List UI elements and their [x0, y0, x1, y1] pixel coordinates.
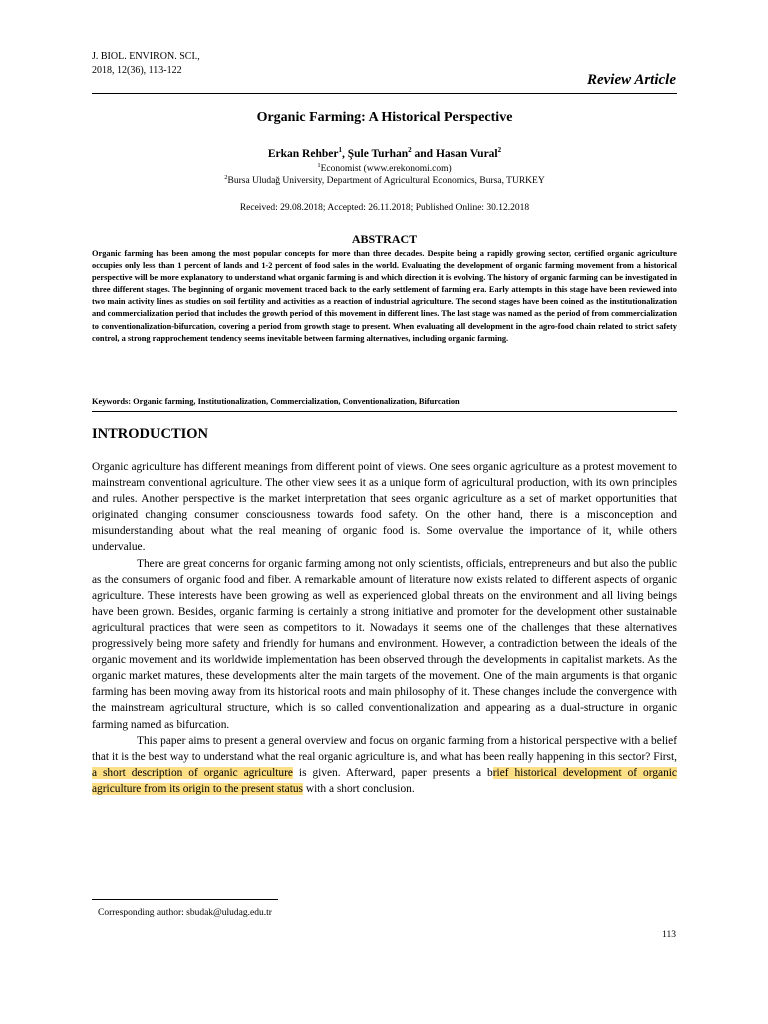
affiliation-mark: 2 [224, 174, 228, 181]
text-highlight[interactable]: rief historical development of organic agriculture from its origin to the present status [92, 766, 677, 795]
abstract-text: Organic farming has been among the most popular concepts for more than three decades. Despite being a rapidly growing sector, certified organic agriculture occupies only less than 1 percent of lands and 1-2 percent of food sales in the world. Evaluating the development of organic farming movement from a historical perspective will be more explanatory to understand what organic farming is and which direction it is evolving. The history of organic farming can be investigated in three different stages. The beginning of organic movement traced back to the early settlement of farming era. Early attempts in this stage have been reviewed into two main activity lines as studies on soil fertility and activities as a reaction of industrial agriculture. The second stages have been coined as the institutionalization and commercialization period that includes the growth period of this movement in different lines. The last stage was named as the period of from commercialization to conventionalization-bifurcation, covering a period from growth stage to present. When evaluating all development in the agro-food chain related to strict safety control, a strong rapprochement tendency seems inevitable between farming alternatives, including organic farming. [92, 249, 677, 343]
author-separator: and [411, 147, 436, 160]
journal-reference-line-1: J. BIOL. ENVIRON. SCI., [92, 51, 200, 62]
footnote-divider [92, 899, 278, 900]
author-affiliation-mark: 2 [497, 146, 502, 154]
author-name: Hasan Vural [435, 147, 498, 160]
author-name: Erkan Rehber [267, 147, 339, 160]
affiliation [92, 162, 677, 174]
page-number: 113 [662, 930, 676, 940]
affiliation-text: Economist (www.erekonomi.com) [320, 164, 452, 175]
header-divider [92, 93, 677, 94]
paper-title: Organic Farming: A Historical Perspective [256, 110, 513, 125]
affiliation [92, 174, 677, 186]
author-separator: , [341, 147, 348, 160]
journal-reference-line-2: 2018, 12(36), 113-122 [92, 65, 182, 76]
author-affiliation-mark: 1 [338, 146, 342, 154]
affiliation-text: Bursa Uludağ University, Department of Agricultural Economics, Bursa, TURKEY [227, 176, 545, 187]
paragraph: There are great concerns for organic farming among not only scientists, officials, entrepreneurs and but also the public as the consumers of organic food and fiber. A remarkable amount of literature now exists related to different aspects of organic agriculture. These interests have been growing as well as experienced global threats on the environment and all living beings have been grown. Besides, organic farming is certainly a strong initiative and promoter for the development other sustainable agricultural practices that were seen as competitors to it. Nowadays it seems one of the challenges that these alternatives progressively being more safety and friendly for humans and environment. However, a contradiction between the ideals of the organic movement and its worldwide implementation has been observed through the developments in capitalist markets. As the organic market matures, these developments alter the main targets of the movement. One of the main arguments is that organic farming has been moving away from its historical roots and main philosophy of it. These changes include the convergence with the mainstream agricultural structure, which is so called conventionalization and appearing as a dual-structure in organic farming named as bifurcation. [92, 557, 677, 731]
paragraph [92, 733, 677, 797]
author-name: Şule Turhan [347, 147, 409, 160]
author-affiliation-mark: 2 [408, 146, 412, 154]
publication-dates: Received: 29.08.2018; Accepted: 26.11.2018; Published Online: 30.12.2018 [239, 203, 530, 213]
corresponding-author-footnote: Corresponding author: sbudak@uludag.edu.tr [98, 908, 272, 918]
abstract-heading: ABSTRACT [351, 232, 418, 246]
journal-reference [92, 50, 200, 78]
article-type-label: Review Article [586, 72, 676, 88]
affiliation-mark: 1 [317, 162, 321, 169]
text-highlight[interactable]: a short description of organic agriculture [92, 766, 293, 779]
keywords-divider [92, 411, 677, 412]
paragraph-text: with a short conclusion. [303, 782, 415, 795]
paragraph-text: is given. Afterward, paper presents a b [292, 766, 493, 779]
paragraph: Organic agriculture has different meanings from different point of views. One sees organic agriculture as a protest movement to mainstream conventional agriculture. The other view sees it as a unique form of agricultural production, with its own principles and rules. Another perspective is the market interpretation that sees organic agriculture as a set of market opportunities that originated changing consumer consciousness towards food safety. On the other hand, there is a misconception and misunderstanding about what the real meaning of organic food is. Some overvalue the importance of it, while others undervalue. [92, 461, 677, 554]
paragraph-text: This paper aims to present a general overview and focus on organic farming from a historical perspective with a belief that it is the best way to understand what the real organic agriculture is, and what has been really happening in this sector? First, [92, 734, 677, 763]
author-list [92, 146, 677, 160]
introduction-body [92, 459, 677, 797]
keywords-line: Keywords: Organic farming, Institutionalization, Commercialization, Conventionalization, Bifurcation [92, 397, 460, 406]
section-heading-introduction: INTRODUCTION [92, 426, 209, 442]
